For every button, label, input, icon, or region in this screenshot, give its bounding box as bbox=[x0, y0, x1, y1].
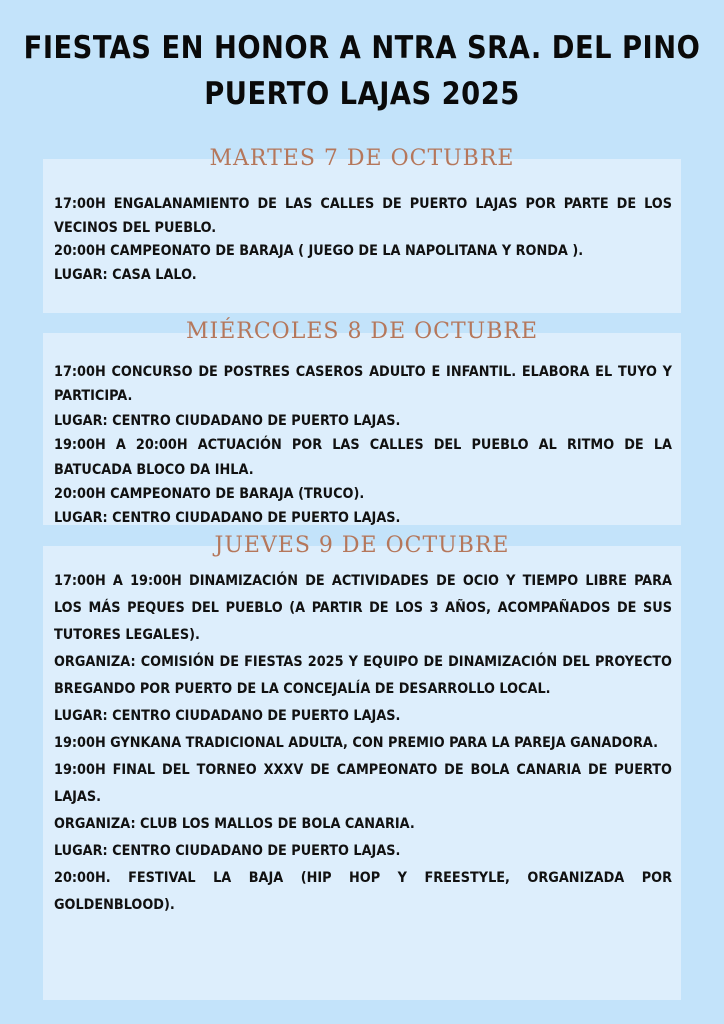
event-organizer: ORGANIZA: COMISIÓN DE FIESTAS 2025 Y EQUIPO DE DINAMIZACIÓN DEL PROYECTO BREGANDO POR PUERTO DE LA CONCEJALÍA DE DESARROLLO LOCAL. bbox=[54, 654, 672, 697]
event-entry: 17:00H A 19:00H DINAMIZACIÓN DE ACTIVIDADES DE OCIO Y TIEMPO LIBRE PARA LOS MÁS PEQUES DEL PUEBLO (A PARTIR DE LOS 3 AÑOS, ACOMPAÑADOS DE SUS TUTORES LEGALES). bbox=[54, 573, 672, 643]
event-location: LUGAR: CENTRO CIUDADANO DE PUERTO LAJAS. bbox=[54, 412, 401, 429]
event-entry: 19:00H FINAL DEL TORNEO XXXV DE CAMPEONATO DE BOLA CANARIA DE PUERTO LAJAS. bbox=[54, 762, 672, 805]
event-entry: 20:00H CAMPEONATO DE BARAJA (TRUCO). bbox=[54, 486, 365, 503]
day-heading-miercoles: MIÉRCOLES 8 DE OCTUBRE bbox=[186, 319, 538, 344]
day-heading-martes: MARTES 7 DE OCTUBRE bbox=[209, 146, 515, 171]
event-entry: 19:00H A 20:00H ACTUACIÓN POR LAS CALLES DEL PUEBLO AL RITMO DE LA BATUCADA BLOCO DA IHLA. bbox=[54, 437, 672, 478]
event-location: LUGAR: CENTRO CIUDADANO DE PUERTO LAJAS. bbox=[54, 708, 401, 724]
day-entries-martes bbox=[54, 193, 672, 287]
event-entry: 17:00H ENGALANAMIENTO DE LAS CALLES DE PUERTO LAJAS POR PARTE DE LOS VECINOS DEL PUEBLO. bbox=[54, 196, 672, 236]
event-organizer: ORGANIZA: CLUB LOS MALLOS DE BOLA CANARIA. bbox=[54, 816, 415, 832]
event-entry: 20:00H CAMPEONATO DE BARAJA ( JUEGO DE LA NAPOLITANA Y RONDA ). bbox=[54, 243, 584, 260]
day-entries-miercoles bbox=[54, 360, 672, 531]
event-entry: 20:00H. FESTIVAL LA BAJA (HIP HOP Y FREESTYLE, ORGANIZADA POR GOLDENBLOOD). bbox=[54, 870, 672, 913]
event-location: LUGAR: CASA LALO. bbox=[54, 266, 197, 283]
event-entry: 19:00H GYNKANA TRADICIONAL ADULTA, CON PREMIO PARA LA PAREJA GANADORA. bbox=[54, 735, 658, 751]
event-entry: 17:00H CONCURSO DE POSTRES CASEROS ADULTO E INFANTIL. ELABORA EL TUYO Y PARTICIPA. bbox=[54, 364, 672, 405]
poster-title: FIESTAS EN HONOR A NTRA SRA. DEL PINO bbox=[23, 30, 701, 66]
day-heading-jueves: JUEVES 9 DE OCTUBRE bbox=[214, 533, 510, 558]
poster-subtitle: PUERTO LAJAS 2025 bbox=[204, 76, 520, 112]
day-entries-jueves bbox=[54, 568, 672, 919]
event-location: LUGAR: CENTRO CIUDADANO DE PUERTO LAJAS. bbox=[54, 843, 401, 859]
event-location: LUGAR: CENTRO CIUDADANO DE PUERTO LAJAS. bbox=[54, 510, 401, 527]
